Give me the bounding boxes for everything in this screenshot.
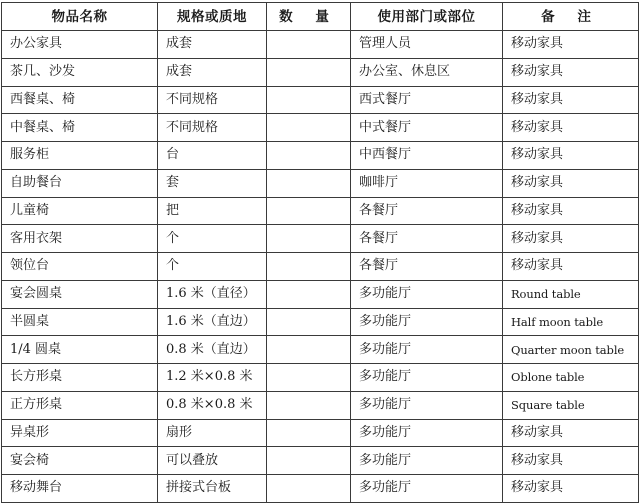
cell-quantity [267,253,351,281]
cell-quantity [267,280,351,308]
cell-item-name: 长方形桌 [2,364,158,392]
table-row [2,364,639,392]
table-row [2,447,639,475]
cell-item-name: 儿童椅 [2,197,158,225]
cell-item-name: 异桌形 [2,419,158,447]
cell-spec: 拼接式台板 [158,475,267,503]
cell-quantity [267,391,351,419]
cell-item-name: 西餐桌、椅 [2,86,158,114]
cell-remarks: 移动家具 [503,169,639,197]
cell-remarks: 移动家具 [503,114,639,142]
cell-quantity [267,31,351,59]
cell-remarks: Round table [503,280,639,308]
cell-department: 多功能厅 [351,336,503,364]
table-row [2,169,639,197]
cell-department: 多功能厅 [351,447,503,475]
cell-spec: 0.8 米（直边） [158,336,267,364]
cell-remarks: 移动家具 [503,86,639,114]
table-row [2,280,639,308]
cell-quantity [267,308,351,336]
cell-spec: 扇形 [158,419,267,447]
cell-remarks: 移动家具 [503,142,639,170]
table-row [2,253,639,281]
cell-department: 管理人员 [351,31,503,59]
header-quantity: 数 量 [267,3,351,31]
cell-spec: 1.6 米（直边） [158,308,267,336]
cell-department: 多功能厅 [351,419,503,447]
cell-remarks: 移动家具 [503,475,639,503]
cell-quantity [267,169,351,197]
cell-quantity [267,447,351,475]
cell-department: 西式餐厅 [351,86,503,114]
header-remarks: 备 注 [503,3,639,31]
cell-quantity [267,197,351,225]
cell-quantity [267,114,351,142]
cell-spec: 个 [158,253,267,281]
cell-remarks: 移动家具 [503,58,639,86]
cell-department: 多功能厅 [351,364,503,392]
cell-item-name: 领位台 [2,253,158,281]
cell-remarks: 移动家具 [503,31,639,59]
cell-remarks: 移动家具 [503,225,639,253]
cell-department: 多功能厅 [351,280,503,308]
cell-remarks: Square table [503,391,639,419]
cell-remarks: Half moon table [503,308,639,336]
cell-item-name: 中餐桌、椅 [2,114,158,142]
cell-department: 各餐厅 [351,225,503,253]
cell-item-name: 自助餐台 [2,169,158,197]
cell-item-name: 宴会椅 [2,447,158,475]
cell-spec: 可以叠放 [158,447,267,475]
cell-department: 办公室、休息区 [351,58,503,86]
cell-department: 多功能厅 [351,475,503,503]
table-row [2,197,639,225]
furniture-table [1,2,639,503]
table-row [2,86,639,114]
cell-quantity [267,419,351,447]
cell-remarks: 移动家具 [503,419,639,447]
cell-department: 多功能厅 [351,391,503,419]
header-spec: 规格或质地 [158,3,267,31]
cell-quantity [267,58,351,86]
table-row [2,114,639,142]
table-row [2,475,639,503]
cell-quantity [267,142,351,170]
cell-item-name: 正方形桌 [2,391,158,419]
cell-remarks: Oblone table [503,364,639,392]
cell-remarks: Quarter moon table [503,336,639,364]
cell-department: 多功能厅 [351,308,503,336]
cell-spec: 套 [158,169,267,197]
table-header-row [2,3,639,31]
cell-spec: 1.6 米（直径） [158,280,267,308]
table-row [2,142,639,170]
cell-item-name: 服务柜 [2,142,158,170]
cell-item-name: 移动舞台 [2,475,158,503]
cell-spec: 1.2 米×0.8 米 [158,364,267,392]
header-item-name: 物品名称 [2,3,158,31]
cell-department: 各餐厅 [351,197,503,225]
cell-quantity [267,364,351,392]
cell-quantity [267,336,351,364]
cell-department: 中西餐厅 [351,142,503,170]
table-body [2,31,639,503]
cell-department: 中式餐厅 [351,114,503,142]
cell-item-name: 宴会圆桌 [2,280,158,308]
cell-item-name: 办公家具 [2,31,158,59]
cell-remarks: 移动家具 [503,447,639,475]
table-row [2,308,639,336]
cell-spec: 成套 [158,58,267,86]
cell-item-name: 1/4 圆桌 [2,336,158,364]
cell-spec: 台 [158,142,267,170]
cell-quantity [267,86,351,114]
cell-item-name: 客用衣架 [2,225,158,253]
cell-item-name: 茶几、沙发 [2,58,158,86]
cell-spec: 把 [158,197,267,225]
cell-spec: 0.8 米×0.8 米 [158,391,267,419]
table-row [2,336,639,364]
header-department: 使用部门或部位 [351,3,503,31]
cell-spec: 不同规格 [158,114,267,142]
cell-spec: 不同规格 [158,86,267,114]
cell-spec: 成套 [158,31,267,59]
table-row [2,31,639,59]
table-row [2,419,639,447]
table-row [2,225,639,253]
cell-department: 咖啡厅 [351,169,503,197]
cell-spec: 个 [158,225,267,253]
cell-remarks: 移动家具 [503,253,639,281]
table-row [2,58,639,86]
cell-quantity [267,225,351,253]
cell-item-name: 半圆桌 [2,308,158,336]
cell-department: 各餐厅 [351,253,503,281]
cell-remarks: 移动家具 [503,197,639,225]
cell-quantity [267,475,351,503]
table-row [2,391,639,419]
